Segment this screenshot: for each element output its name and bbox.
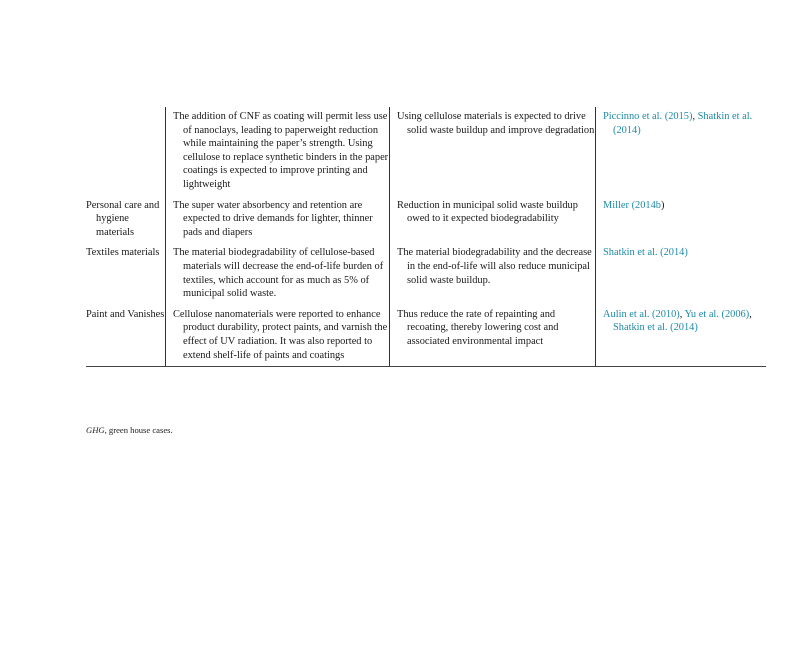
impact-cell: The super water absorbency and retention are expected to drive demands for lighter, thinner pads and diapers bbox=[166, 194, 390, 242]
reference-link[interactable]: Yu et al. (2006) bbox=[684, 308, 750, 320]
footnote-abbreviation: GHG bbox=[86, 425, 105, 435]
table-row bbox=[86, 241, 766, 302]
reference-cell bbox=[596, 303, 767, 367]
impact-cell: The addition of CNF as coating will permit less use of nanoclays, leading to paperweight reduction while maintaining the paper’s strength. Using cellulose to replace synthetic binders in the paper coatings is expected to improve printing and lightweight bbox=[166, 107, 390, 194]
reference-link[interactable]: Piccinno et al. (2015) bbox=[603, 111, 693, 122]
reference-separator: , bbox=[679, 308, 685, 320]
reference-separator: , bbox=[692, 111, 698, 122]
reference-cell bbox=[596, 107, 767, 194]
table-row bbox=[86, 107, 766, 194]
reference-cell bbox=[596, 194, 767, 242]
category-cell: Paint and Vanishes bbox=[86, 303, 166, 367]
effect-cell: Reduction in municipal solid waste buildup owed to it expected biodegradability bbox=[390, 194, 596, 242]
category-cell: Personal care and hygiene materials bbox=[86, 199, 160, 238]
table-footnote bbox=[86, 425, 173, 436]
reference-link[interactable]: Shatkin et al. (2014) bbox=[613, 322, 698, 334]
reference-link[interactable]: Shatkin et al. (2014) bbox=[603, 247, 688, 259]
table-row bbox=[86, 194, 766, 242]
effect-cell: The material biodegradability and the decrease in the end-of-life will also reduce municipal solid waste buildup. bbox=[390, 241, 596, 302]
category-cell: Textiles materials bbox=[86, 247, 160, 259]
effect-cell: Using cellulose materials is expected to drive solid waste buildup and improve degradation bbox=[390, 107, 596, 194]
reference-link[interactable]: Aulin et al. (2010) bbox=[603, 308, 680, 320]
reference-link[interactable]: Shatkin et al. (2014) bbox=[613, 111, 753, 136]
footnote-text: , green house cases. bbox=[104, 425, 173, 435]
impact-table bbox=[86, 107, 766, 367]
category-cell bbox=[86, 107, 166, 194]
effect-cell: Thus reduce the rate of repainting and recoating, thereby lowering cost and associated environmental impact bbox=[390, 303, 596, 367]
reference-link[interactable]: Miller (2014b bbox=[603, 199, 662, 211]
reference-separator: ) bbox=[661, 199, 665, 211]
reference-cell bbox=[596, 241, 767, 302]
table-row bbox=[86, 303, 766, 367]
impact-cell: The material biodegradability of cellulose-based materials will decrease the end-of-life burden of textiles, which account for as much as 5% of municipal solid waste. bbox=[166, 241, 390, 302]
impact-cell: Cellulose nanomaterials were reported to enhance product durability, protect paints, and varnish the effect of UV radiation. It was also reported to extend shelf-life of paints and coatings bbox=[166, 303, 390, 367]
reference-separator: , bbox=[749, 308, 752, 320]
